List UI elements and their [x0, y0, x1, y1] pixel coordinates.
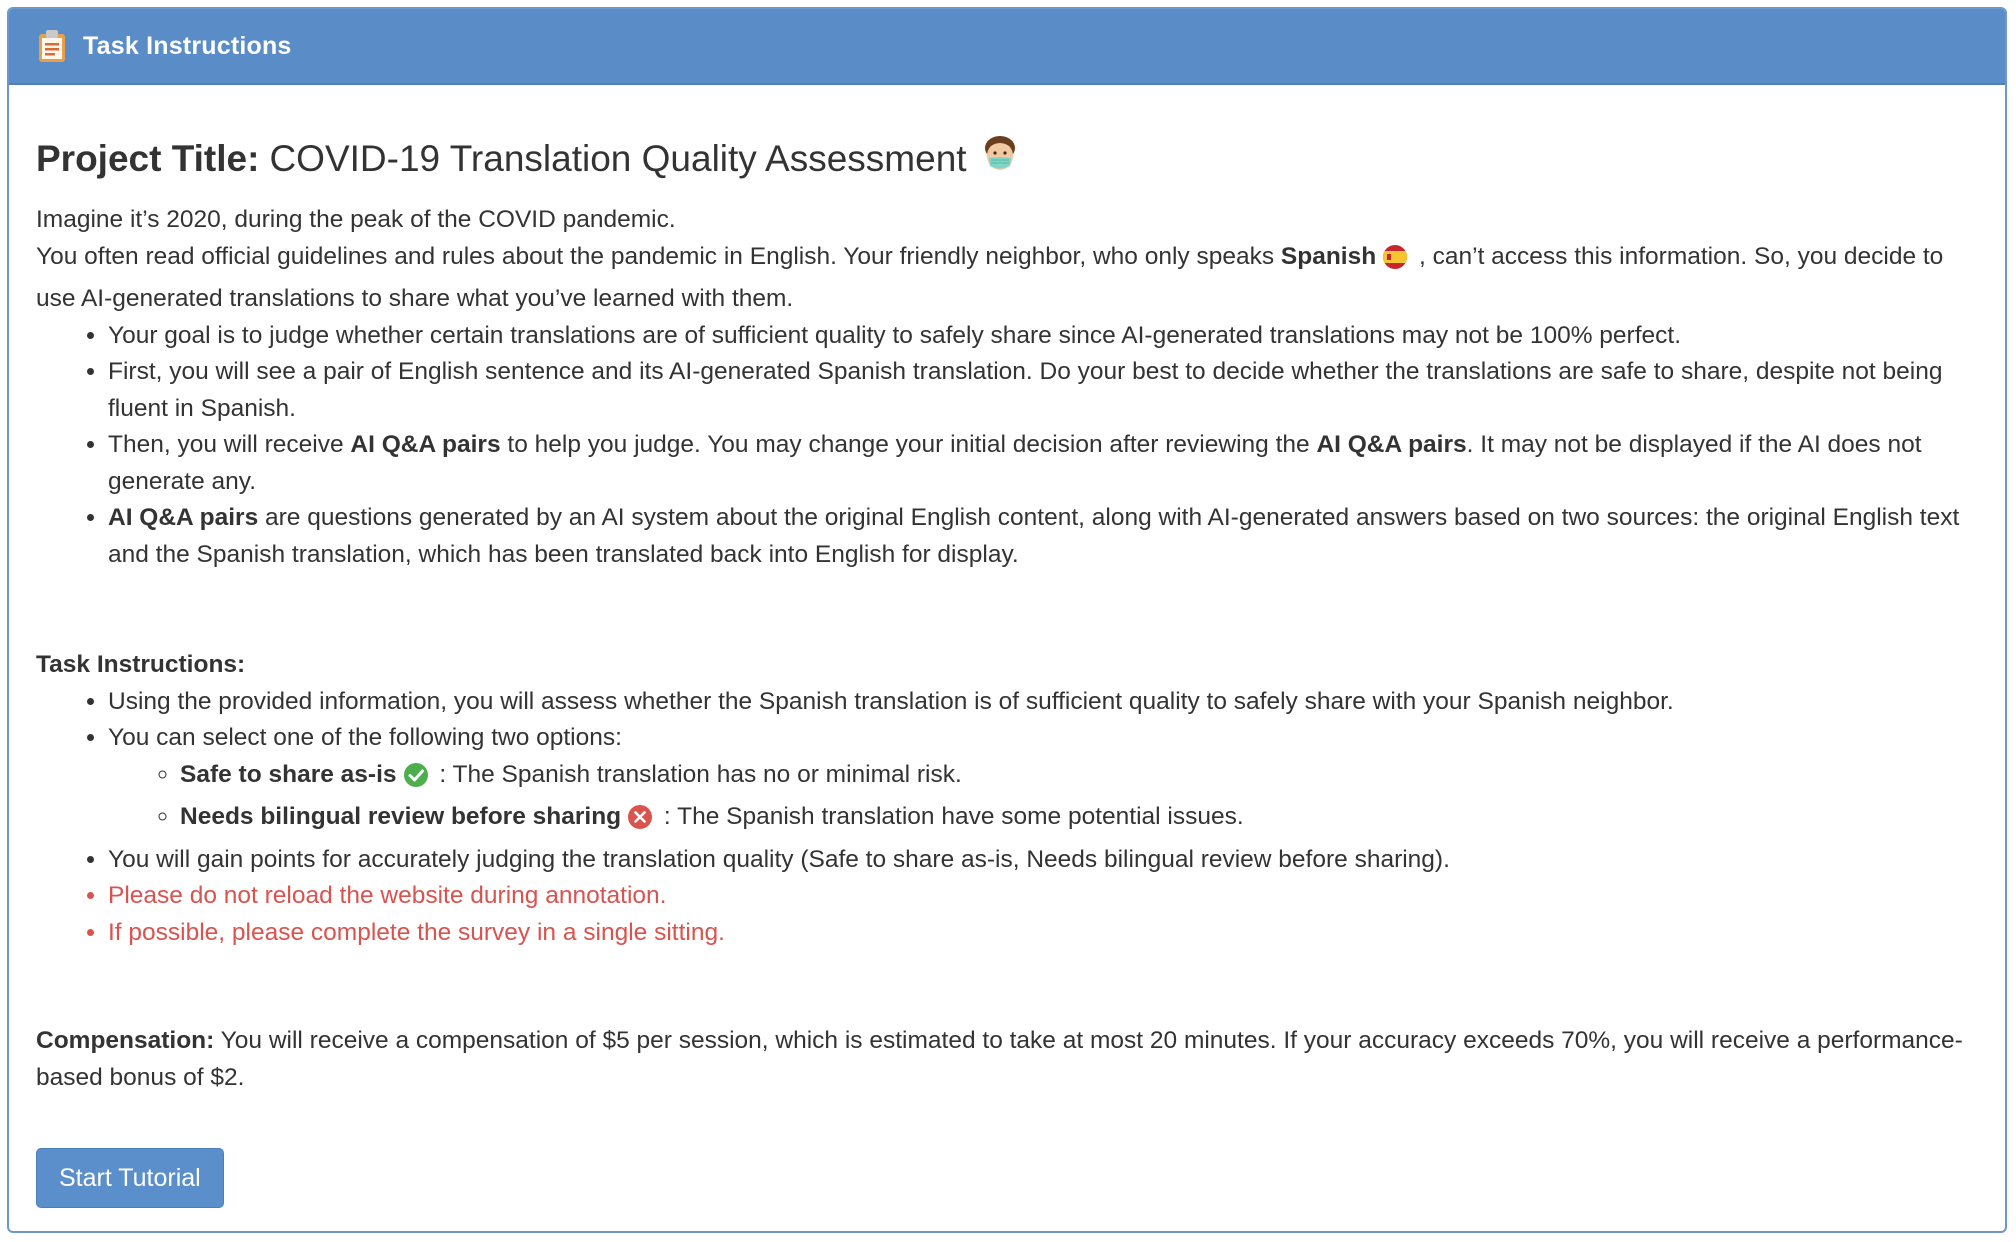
clipboard-icon	[37, 28, 67, 64]
intro-line-2-text: You often read official guidelines and rules about the pandemic in English. Your friendly neighbor, who only speaks	[36, 242, 1281, 270]
compensation	[36, 1023, 1978, 1096]
list-item-text: You can select one of the following two options:	[108, 724, 622, 751]
task-instructions-heading: Task Instructions:	[36, 651, 246, 678]
ai-qa-pairs-term: AI Q&A pairs	[1316, 431, 1467, 458]
list-item	[108, 500, 1978, 573]
start-tutorial-button[interactable]: Start Tutorial	[36, 1148, 224, 1208]
warning-single-sitting: • If possible, please complete the survey in a single sitting.	[108, 915, 1978, 952]
list-item: • Your goal is to judge whether certain translations are of sufficient quality to safely share since AI-generated translations may not be 100% perfect.	[108, 318, 1978, 355]
list-item	[108, 720, 1978, 842]
option-review	[180, 799, 1978, 842]
panel-body	[9, 85, 2005, 1208]
warning-reload: • Please do not reload the website during annotation.	[108, 878, 1978, 915]
compensation-text: You will receive a compensation of $5 per session, which is estimated to take at most 20 minutes. If your accuracy exceeds 70%, you will receive a performance-based bonus of $2.	[36, 1027, 1963, 1091]
list-item: • First, you will see a pair of English sentence and its AI-generated Spanish translation. Do your best to decide whether the translations are safe to share, despite not being fluent in Spanish.	[108, 354, 1978, 427]
list-item-text: to help you judge. You may change your initial decision after reviewing the	[500, 431, 1317, 458]
ai-qa-pairs-term: AI Q&A pairs	[350, 431, 501, 458]
project-title-label: Project Title:	[36, 137, 260, 179]
masked-person-icon	[983, 135, 1017, 182]
list-item-text: Then, you will receive	[108, 431, 351, 458]
x-circle-icon	[627, 804, 653, 842]
task-instructions-panel	[7, 7, 2007, 1233]
intro-line-1: Imagine it’s 2020, during the peak of the COVID pandemic.	[36, 206, 676, 233]
compensation-label: Compensation:	[36, 1027, 215, 1054]
goal-list	[36, 318, 1978, 574]
list-item: • Using the provided information, you will assess whether the Spanish translation is of sufficient quality to safely share with your Spanish neighbor.	[108, 684, 1978, 721]
option-review-label: Needs bilingual review before sharing	[180, 803, 622, 830]
option-safe-label: Safe to share as-is	[180, 760, 397, 788]
list-item	[108, 427, 1978, 500]
options-list	[108, 757, 1978, 842]
check-circle-icon	[403, 762, 429, 800]
option-safe	[180, 757, 1978, 800]
ai-qa-pairs-term: AI Q&A pairs	[108, 504, 259, 531]
project-title-text: COVID-19 Translation Quality Assessment	[269, 137, 967, 179]
option-safe-desc: : The Spanish translation has no or minimal risk.	[432, 760, 962, 788]
intro-line-2-rest: , can’t access this information. So, you decide to use AI-generated translations to share what you’ve learned with them.	[36, 242, 1944, 312]
panel-title: Task Instructions	[83, 31, 292, 60]
list-item-text: are questions generated by an AI system about the original English content, along with AI-generated answers based on two sources: the original English text and the Spanish translation, which has been translated back into English for display.	[108, 504, 1960, 568]
intro-line-2	[36, 239, 1978, 318]
list-item-text: . It may not be displayed if the AI does not generate any.	[108, 431, 1922, 495]
intro-spanish: Spanish	[1280, 242, 1377, 270]
option-review-desc: : The Spanish translation have some potential issues.	[657, 803, 1244, 830]
project-title	[36, 135, 1978, 182]
list-item: • You will gain points for accurately judging the translation quality (Safe to share as-is, Needs bilingual review before sharing).	[108, 842, 1978, 879]
spain-flag-icon	[1382, 244, 1408, 282]
task-list	[36, 684, 1978, 952]
panel-header	[9, 9, 2005, 85]
